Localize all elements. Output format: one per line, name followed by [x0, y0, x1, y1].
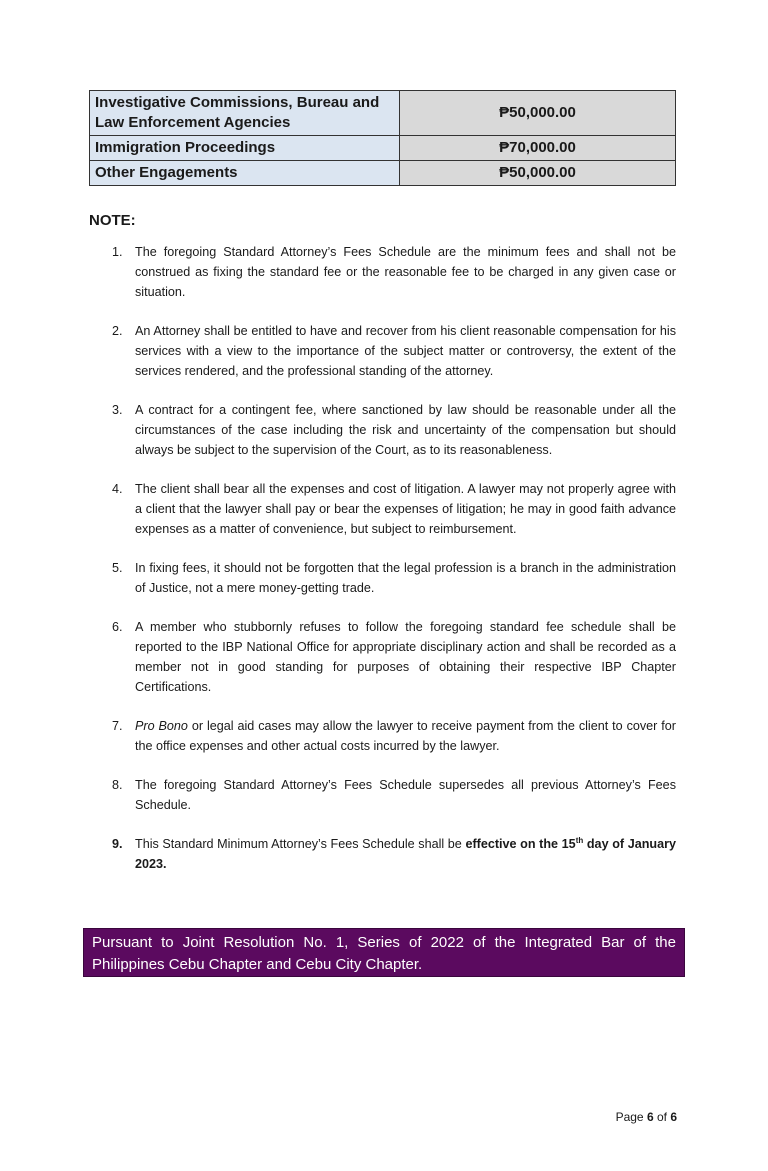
note-text: This Standard Minimum Attorney’s Fees Schedule shall be — [135, 837, 466, 851]
fee-category-cell: Investigative Commissions, Bureau and Law Enforcement Agencies — [90, 91, 400, 136]
note-text: The client shall bear all the expenses and cost of litigation. A lawyer may not properly agree with a client that the lawyer shall pay or bear the expenses of litigation; he may in good faith advance expenses as a matter of convenience, but subject to reimbursement. — [135, 482, 676, 536]
page-prefix: Page — [615, 1110, 647, 1124]
table-row — [90, 136, 676, 161]
note-item — [112, 479, 676, 539]
note-text: In fixing fees, it should not be forgotten that the legal profession is a branch in the administration of Justice, not a mere money-getting trade. — [135, 561, 676, 595]
note-text: An Attorney shall be entitled to have and recover from his client reasonable compensation for his services with a view to the importance of the subject matter or controversy, the extent of the services rendered, and the professional standing of the attorney. — [135, 324, 676, 378]
note-number: 5. — [112, 561, 123, 575]
note-number: 4. — [112, 482, 123, 496]
note-number: 1. — [112, 245, 123, 259]
note-heading: NOTE: — [89, 212, 136, 229]
page-current: 6 — [646, 1110, 654, 1124]
note-number: 9. — [112, 837, 123, 851]
note-number: 3. — [112, 403, 123, 417]
resolution-banner: Pursuant to Joint Resolution No. 1, Series of 2022 of the Integrated Bar of the Philippines Cebu Chapter and Cebu City Chapter. — [83, 928, 685, 977]
note-text: A member who stubbornly refuses to follow the foregoing standard fee schedule shall be reported to the IBP National Office for appropriate disciplinary action and shall be recorded as a member not in good standing for purposes of obtaining their respective IBP Chapter Certifications. — [135, 620, 676, 694]
note-emphasis: Pro Bono — [135, 719, 188, 733]
note-item — [112, 321, 676, 381]
note-number: 8. — [112, 778, 123, 792]
note-text: A contract for a contingent fee, where sanctioned by law should be reasonable under all the circumstances of the case including the risk and uncertainty of the compensation but should always be subject to the supervision of the Court, as to its reasonableness. — [135, 403, 676, 457]
page-number — [616, 1110, 677, 1124]
effective-date-text-end: day of January 2023. — [135, 837, 676, 871]
note-item — [112, 775, 676, 815]
effective-date-text: effective on the 15 — [465, 837, 576, 851]
note-item — [112, 617, 676, 697]
note-text: or legal aid cases may allow the lawyer to receive payment from the client to cover for the office expenses and other actual costs incurred by the lawyer. — [135, 719, 676, 753]
fee-amount-cell: ₱50,000.00 — [400, 161, 676, 186]
note-item — [112, 400, 676, 460]
fee-schedule-table — [89, 90, 676, 186]
fee-amount-cell: ₱50,000.00 — [400, 91, 676, 136]
table-row — [90, 91, 676, 136]
note-item — [112, 834, 676, 874]
note-number: 7. — [112, 719, 123, 733]
note-item — [112, 716, 676, 756]
note-text: The foregoing Standard Attorney’s Fees Schedule are the minimum fees and shall not be construed as fixing the standard fee or the reasonable fee to be charged in any given case or situation. — [135, 245, 676, 299]
page-total: 6 — [670, 1110, 677, 1124]
page-of: of — [653, 1110, 671, 1124]
ordinal-suffix: th — [575, 835, 584, 845]
fee-category-cell: Immigration Proceedings — [90, 136, 400, 161]
fee-amount-cell: ₱70,000.00 — [400, 136, 676, 161]
note-item — [112, 242, 676, 302]
note-text: The foregoing Standard Attorney’s Fees Schedule supersedes all previous Attorney’s Fees Schedule. — [135, 778, 676, 812]
notes-list — [112, 242, 676, 893]
note-number: 6. — [112, 620, 123, 634]
note-item — [112, 558, 676, 598]
fee-category-cell: Other Engagements — [90, 161, 400, 186]
note-number: 2. — [112, 324, 123, 338]
table-row — [90, 161, 676, 186]
